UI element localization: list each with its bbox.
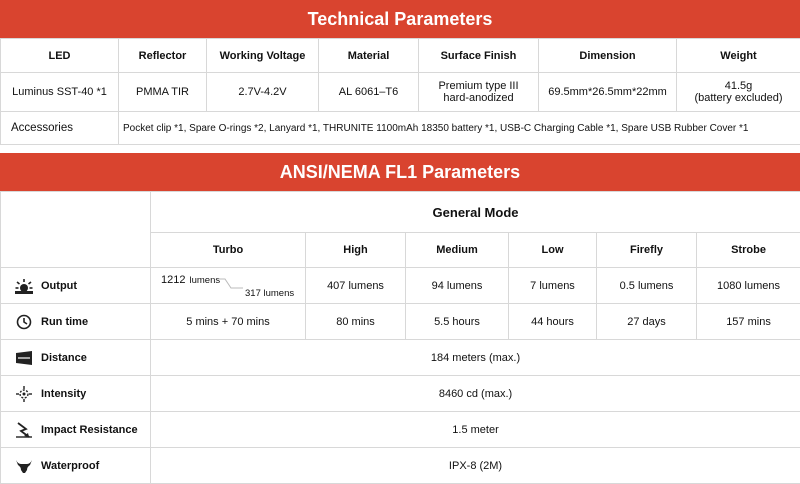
runtime-medium: 5.5 hours — [406, 304, 509, 340]
bull-icon — [15, 458, 33, 474]
runtime-high: 80 mins — [306, 304, 406, 340]
output-label: Output — [41, 279, 77, 291]
header-material: Material — [319, 39, 419, 73]
ansi-parameters-banner — [0, 153, 800, 191]
runtime-label-cell — [1, 304, 151, 340]
clock-icon — [15, 314, 33, 330]
tech-header-row — [1, 39, 800, 73]
corner-cell — [1, 192, 151, 233]
ansi-parameters-title: ANSI/NEMA FL1 Parameters — [280, 162, 520, 183]
impact-label: Impact Resistance — [41, 423, 138, 435]
runtime-strobe: 157 mins — [697, 304, 800, 340]
output-label-cell — [1, 268, 151, 304]
distance-label: Distance — [41, 351, 87, 363]
accessories-row — [1, 112, 800, 145]
step-down-line-icon — [217, 278, 243, 290]
weight-line-1: 41.5g — [679, 80, 798, 92]
mode-high: High — [306, 233, 406, 268]
impact-value: 1.5 meter — [151, 412, 800, 448]
mode-strobe: Strobe — [697, 233, 800, 268]
tech-values-row — [1, 73, 800, 112]
ansi-parameters-table — [0, 191, 800, 484]
material-value: AL 6061–T6 — [319, 73, 419, 112]
header-weight: Weight — [677, 39, 800, 73]
weight-line-2: (battery excluded) — [679, 92, 798, 104]
impact-icon — [15, 422, 33, 438]
dimension-value: 69.5mm*26.5mm*22mm — [539, 73, 677, 112]
header-dimension: Dimension — [539, 39, 677, 73]
intensity-label-cell — [1, 376, 151, 412]
corner-cell-lower — [1, 233, 151, 268]
turbo-output-unit: lumens — [189, 275, 220, 286]
impact-row — [1, 412, 800, 448]
distance-row — [1, 340, 800, 376]
waterproof-row — [1, 448, 800, 484]
output-firefly: 0.5 lumens — [597, 268, 697, 304]
accessories-label: Accessories — [1, 112, 119, 145]
beam-icon — [15, 350, 33, 366]
impact-label-cell — [1, 412, 151, 448]
finish-line-1: Premium type III — [421, 80, 536, 92]
waterproof-label: Waterproof — [41, 459, 99, 471]
waterproof-value: IPX-8 (2M) — [151, 448, 800, 484]
mode-low: Low — [509, 233, 597, 268]
voltage-value: 2.7V-4.2V — [207, 73, 319, 112]
header-surface-finish: Surface Finish — [419, 39, 539, 73]
technical-parameters-title: Technical Parameters — [308, 9, 493, 30]
turbo-output-value: 1212 — [161, 274, 185, 286]
technical-parameters-banner — [0, 0, 800, 38]
header-reflector: Reflector — [119, 39, 207, 73]
output-low: 7 lumens — [509, 268, 597, 304]
intensity-label: Intensity — [41, 387, 86, 399]
distance-label-cell — [1, 340, 151, 376]
runtime-row — [1, 304, 800, 340]
output-strobe: 1080 lumens — [697, 268, 800, 304]
modes-row — [1, 233, 800, 268]
mode-firefly: Firefly — [597, 233, 697, 268]
turbo-output-step: 317 lumens — [245, 288, 294, 299]
crosshair-icon — [15, 386, 33, 402]
output-row — [1, 268, 800, 304]
output-turbo — [151, 268, 306, 304]
runtime-firefly: 27 days — [597, 304, 697, 340]
led-value: Luminus SST-40 *1 — [1, 73, 119, 112]
sun-icon — [15, 278, 33, 294]
intensity-value: 8460 cd (max.) — [151, 376, 800, 412]
mode-turbo: Turbo — [151, 233, 306, 268]
finish-line-2: hard-anodized — [421, 92, 536, 104]
reflector-value: PMMA TIR — [119, 73, 207, 112]
technical-parameters-table — [0, 38, 800, 145]
runtime-turbo: 5 mins + 70 mins — [151, 304, 306, 340]
general-mode-title: General Mode — [151, 192, 800, 233]
general-mode-row — [1, 192, 800, 233]
mode-medium: Medium — [406, 233, 509, 268]
output-high: 407 lumens — [306, 268, 406, 304]
header-working-voltage: Working Voltage — [207, 39, 319, 73]
runtime-low: 44 hours — [509, 304, 597, 340]
accessories-value: Pocket clip *1, Spare O-rings *2, Lanyard *1, THRUNITE 1100mAh 18350 battery *1, USB-C Charging Cable *1, Spare USB Rubber Cover *1 — [119, 112, 800, 145]
distance-value: 184 meters (max.) — [151, 340, 800, 376]
turbo-output-primary — [161, 274, 220, 286]
header-led: LED — [1, 39, 119, 73]
runtime-label: Run time — [41, 315, 88, 327]
output-medium: 94 lumens — [406, 268, 509, 304]
intensity-row — [1, 376, 800, 412]
weight-value — [677, 73, 800, 112]
finish-value — [419, 73, 539, 112]
waterproof-label-cell — [1, 448, 151, 484]
